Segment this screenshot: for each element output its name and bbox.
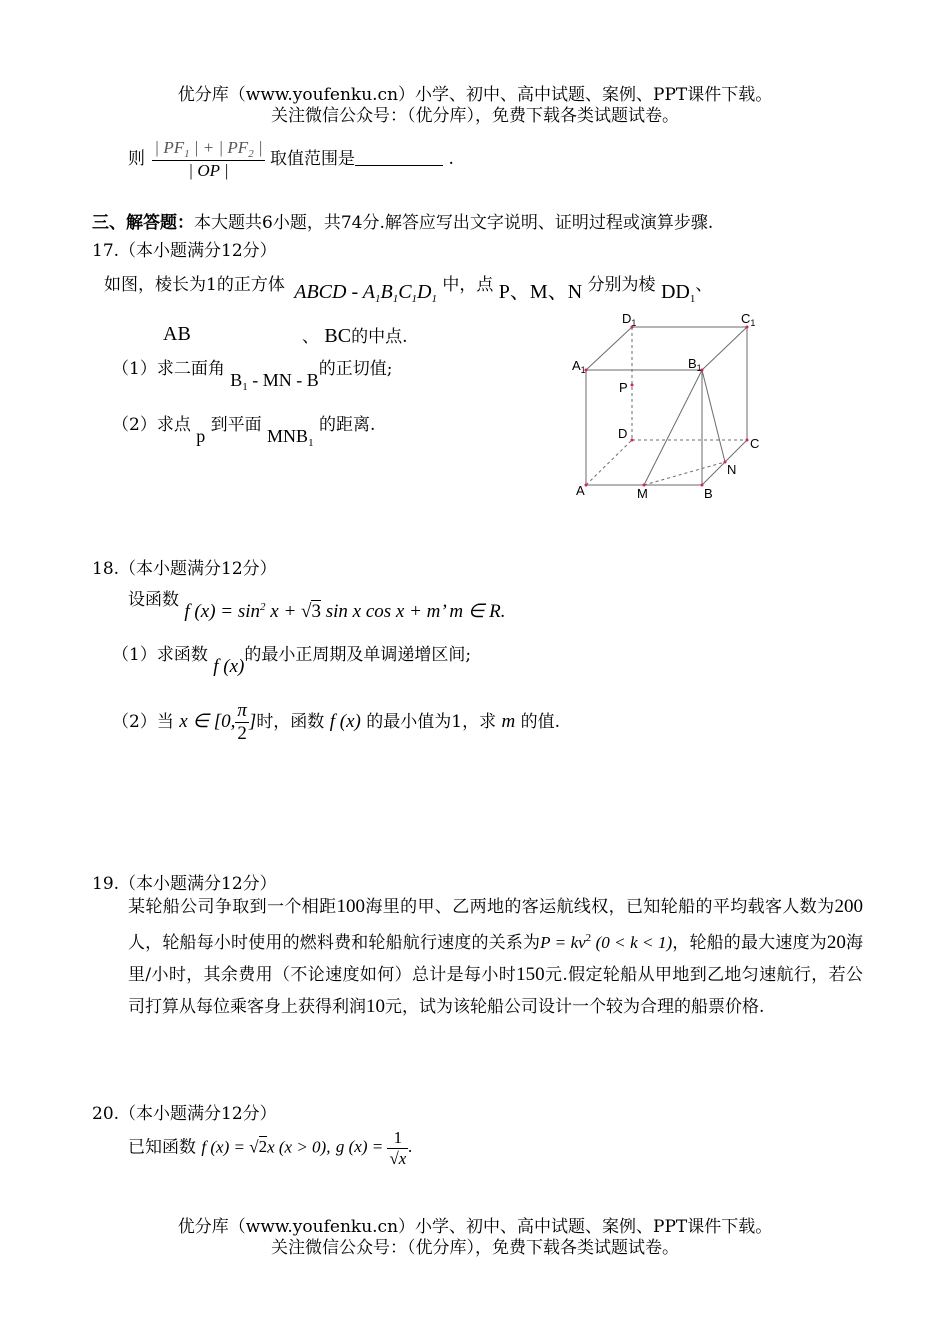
q17-sep2: 、 (302, 327, 319, 347)
q17-sep: 、 (695, 275, 713, 295)
point-a (585, 484, 588, 487)
q18-pi-over-2: $\frac{\pi}{2}$ (237, 700, 247, 744)
q16-tail (128, 138, 454, 181)
edge-b1m (644, 370, 702, 485)
q18-part1 (112, 640, 472, 677)
header-line-2: 关注微信公众号：（优分库），免费下载各类试题试卷。 (271, 106, 679, 126)
q20-f: f (x) = √2x (x > 0), (201, 1137, 331, 1157)
footer-line-2: 关注微信公众号：（优分库），免费下载各类试题试卷。 (271, 1238, 679, 1258)
q18-part1-math: f (x) (213, 656, 245, 677)
point-c (746, 439, 749, 442)
q18-part2-post: 的值. (520, 712, 561, 732)
q17-cube-name: ABCD - $A_1B_1C_1D_1$ (294, 281, 437, 305)
q16-num-sub1: 1 (184, 148, 190, 160)
q17-edge-text: 分别为棱 (587, 275, 656, 295)
header-line-1: 优分库（www.youfenku.cn）小学、初中、高中试题、案例、PPT课件下载。 (177, 85, 773, 105)
q18-part1-pre: （1）求函数 (112, 645, 208, 665)
label-b: B (704, 486, 713, 501)
q18-part2-pre: （2）当 (112, 712, 174, 732)
label-a1: $A_1$ (572, 358, 586, 375)
q16-num-c: | (253, 138, 263, 157)
q19-title: 19.（本小题满分12分） (92, 874, 277, 894)
q18-part2-f: f (x) (329, 711, 361, 732)
edge-b1n (702, 370, 725, 462)
q18-formula: f $(x) = \sin^2 x + √3$ sin x cos x + m’ m ∈ R. (184, 601, 506, 622)
section3-heading (92, 208, 713, 233)
q17-part2-mid: 到平面 (210, 415, 262, 435)
q17-bc: BC (324, 325, 352, 347)
q16-prefix: 则 (128, 149, 145, 169)
q20-line (128, 1128, 413, 1169)
label-m: M (637, 486, 648, 501)
q18-part2-bracket: ] (248, 711, 257, 732)
q18-part2-m: m (501, 711, 516, 732)
q17-part2-post: 的距离. (318, 415, 376, 435)
q17-points: P、M、N (498, 281, 583, 303)
q16-num-sub2: 2 (248, 148, 254, 160)
q18-part1-post: 的最小正周期及单调递增区间; (244, 645, 472, 665)
q17-intro-line (104, 267, 713, 305)
q17-part2-p: p (196, 426, 206, 446)
section3-text: 本大题共6小题，共74分.解答应写出文字说明、证明过程或演算步骤. (194, 213, 714, 233)
q20-g: g (x) = $\frac{1}{√x}$ . (335, 1128, 413, 1168)
edge-ad-hidden (586, 440, 632, 485)
q16-fraction (152, 138, 264, 181)
q17-part1 (112, 354, 393, 393)
q20-intro: 已知函数 (128, 1137, 196, 1158)
edge-b1c1 (702, 327, 747, 370)
q17-title: 17.（本小题满分12分） (92, 241, 277, 261)
q17-part1-math: $B_1$ - MN - B (230, 370, 319, 393)
q18-part2-mid: 时，函数 (256, 712, 325, 732)
q16-answer-blank[interactable] (355, 149, 443, 166)
q18-part2-mid2: 的最小值为1，求 (366, 712, 497, 732)
q17-mid: 中，点 (442, 275, 494, 295)
q17-part2 (112, 410, 376, 449)
q18-intro: 设函数 (128, 590, 179, 610)
label-d: D (618, 426, 628, 441)
edge-a1d1 (586, 327, 632, 370)
q18-intro-line (128, 585, 506, 622)
q17-bc-line (302, 322, 408, 348)
cube-figure (560, 305, 770, 505)
label-a: A (576, 483, 585, 498)
q17-part2-pre: （2）求点 (112, 415, 191, 435)
q18-title: 18.（本小题满分12分） (92, 559, 277, 579)
label-p: P (619, 380, 628, 395)
q17-part1-pre: （1）求二面角 (112, 359, 225, 379)
section3-label: 三、解答题： (92, 213, 194, 233)
q19-body: 某轮船公司争取到一个相距100海里的甲、乙两地的客运航线权，已知轮船的平均载客人数为200人，轮船每小时使用的燃料费和轮船航行速度的关系为$P = kv^2$ (0 < k < 1)，轮船的最大速度为20海里/小时，其余费用（不论速度如何）总计是每小时150元.假定轮船从甲地到乙地匀速航行，若公司打算从每位乘客身上获得利润10元，试为该轮船公司设计一个较为合理的船票价格. (128, 896, 864, 1017)
q17-part1-post: 的正切值; (318, 359, 393, 379)
q17-dd1: $DD_1$ (660, 281, 696, 305)
footer-line-1: 优分库（www.youfenku.cn）小学、初中、高中试题、案例、PPT课件下载。 (177, 1217, 773, 1237)
label-b1: $B_1$ (688, 356, 702, 373)
point-d (631, 439, 634, 442)
q16-num-b: | + | PF (189, 138, 249, 157)
point-p (631, 384, 634, 387)
q17-midpoint: 的中点. (351, 327, 408, 347)
label-d1: $D_1$ (622, 311, 637, 328)
q17-intro: 如图，棱长为1的正方体 (104, 275, 285, 295)
q18-part2 (112, 700, 560, 745)
q20-title: 20.（本小题满分12分） (92, 1104, 277, 1124)
q18-part2-interval: x ∈ [0, (179, 711, 236, 732)
q16-num-a: | PF (154, 138, 185, 157)
label-c: C (750, 436, 760, 451)
q16-end: . (448, 149, 454, 169)
label-c1: $C_1$ (741, 311, 756, 328)
q17-ab: AB (163, 323, 191, 345)
label-n: N (727, 462, 737, 477)
q17-part2-math: $MNB_1$ (267, 426, 314, 449)
q16-den: | OP | (188, 161, 229, 180)
q16-suffix: 取值范围是 (270, 149, 356, 169)
